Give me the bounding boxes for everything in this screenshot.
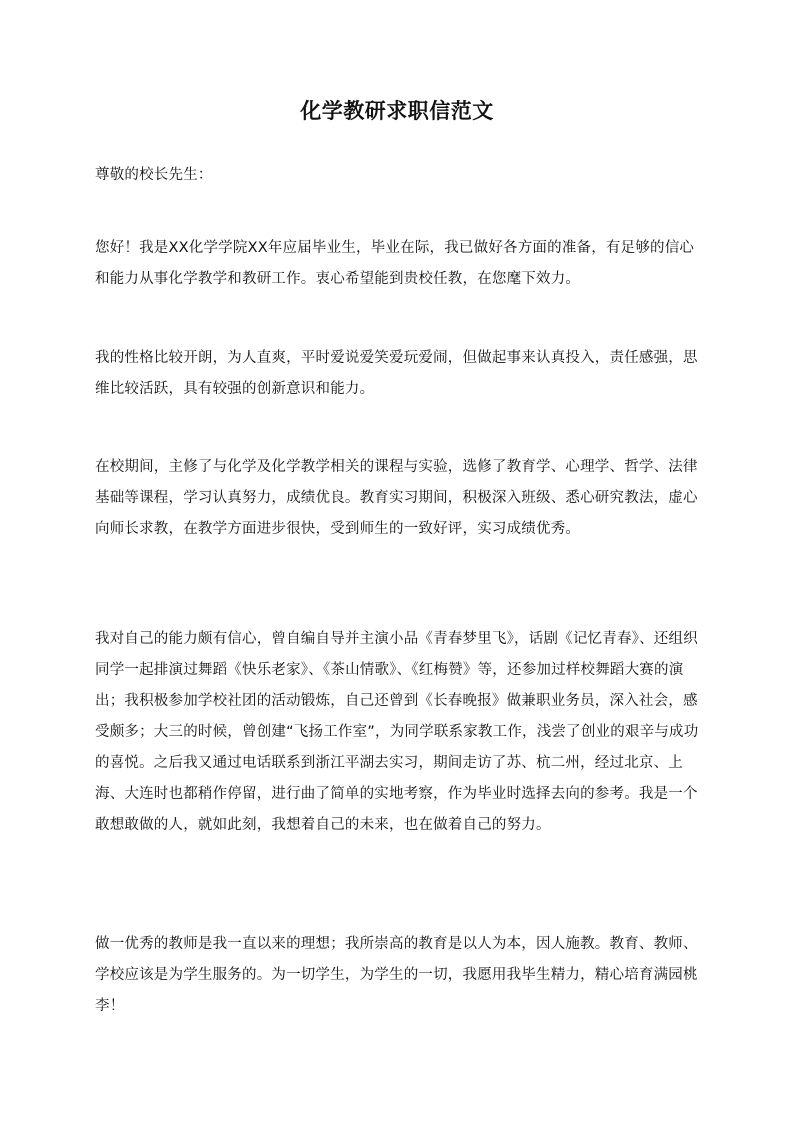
paragraph-activities: 我对自己的能力颇有信心，曾自编自导并主演小品《青春梦里飞》，话剧《记忆青春》、还组织同学一起排演过舞蹈《快乐老家》、《茶山情歌》、《红梅赞》等，还参加过样校舞蹈大赛的演出；我积极参加学校社团的活动锻炼，自己还曾到《长春晚报》做兼职业务员，深入社会，感受颇多；大三的时候，曾创建“飞扬工作室”，为同学联系家教工作，浅尝了创业的艰辛与成功的喜悦。之后我又通过电话联系到浙江平湖去实习，期间走访了苏、杭二州，经过北京、上海、大连时也都稍作停留，进行曲了简单的实地考察，作为毕业时选择去向的参考。我是一个敢想敢做的人，就如此刻，我想着自己的未来，也在做着自己的努力。: [95, 631, 699, 833]
salutation: 尊敬的校长先生：: [95, 167, 213, 183]
paragraph-personality: 我的性格比较开朗，为人直爽，平时爱说爱笑爱玩爱闹，但做起事来认真投入，责任感强，思维比较活跃，具有较强的创新意识和能力。: [95, 350, 698, 397]
paragraph-ideal: 做一优秀的教师是我一直以来的理想；我所崇高的教育是以人为本，因人施教。教育、教师、学校应该是为学生服务的。为一切学生，为学生的一切，我愿用我毕生精力，精心培育满园桃李！: [95, 936, 698, 1014]
document-title: 化学教研求职信范文: [300, 98, 494, 123]
paragraph-study: 在校期间，主修了与化学及化学教学相关的课程与实验，选修了教育学、心理学、哲学、法律基础等课程，学习认真努力，成绩优良。教育实习期间，积极深入班级、悉心研究教法，虚心向师长求教，在教学方面进步很快，受到师生的一致好评，实习成绩优秀。: [95, 459, 698, 537]
paragraph-greeting: 您好！我是XX化学学院XX年应届毕业生，毕业在际，我已做好各方面的准备，有足够的信心和能力从事化学教学和教研工作。衷心希望能到贵校任教，在您麾下效力。: [95, 240, 695, 287]
